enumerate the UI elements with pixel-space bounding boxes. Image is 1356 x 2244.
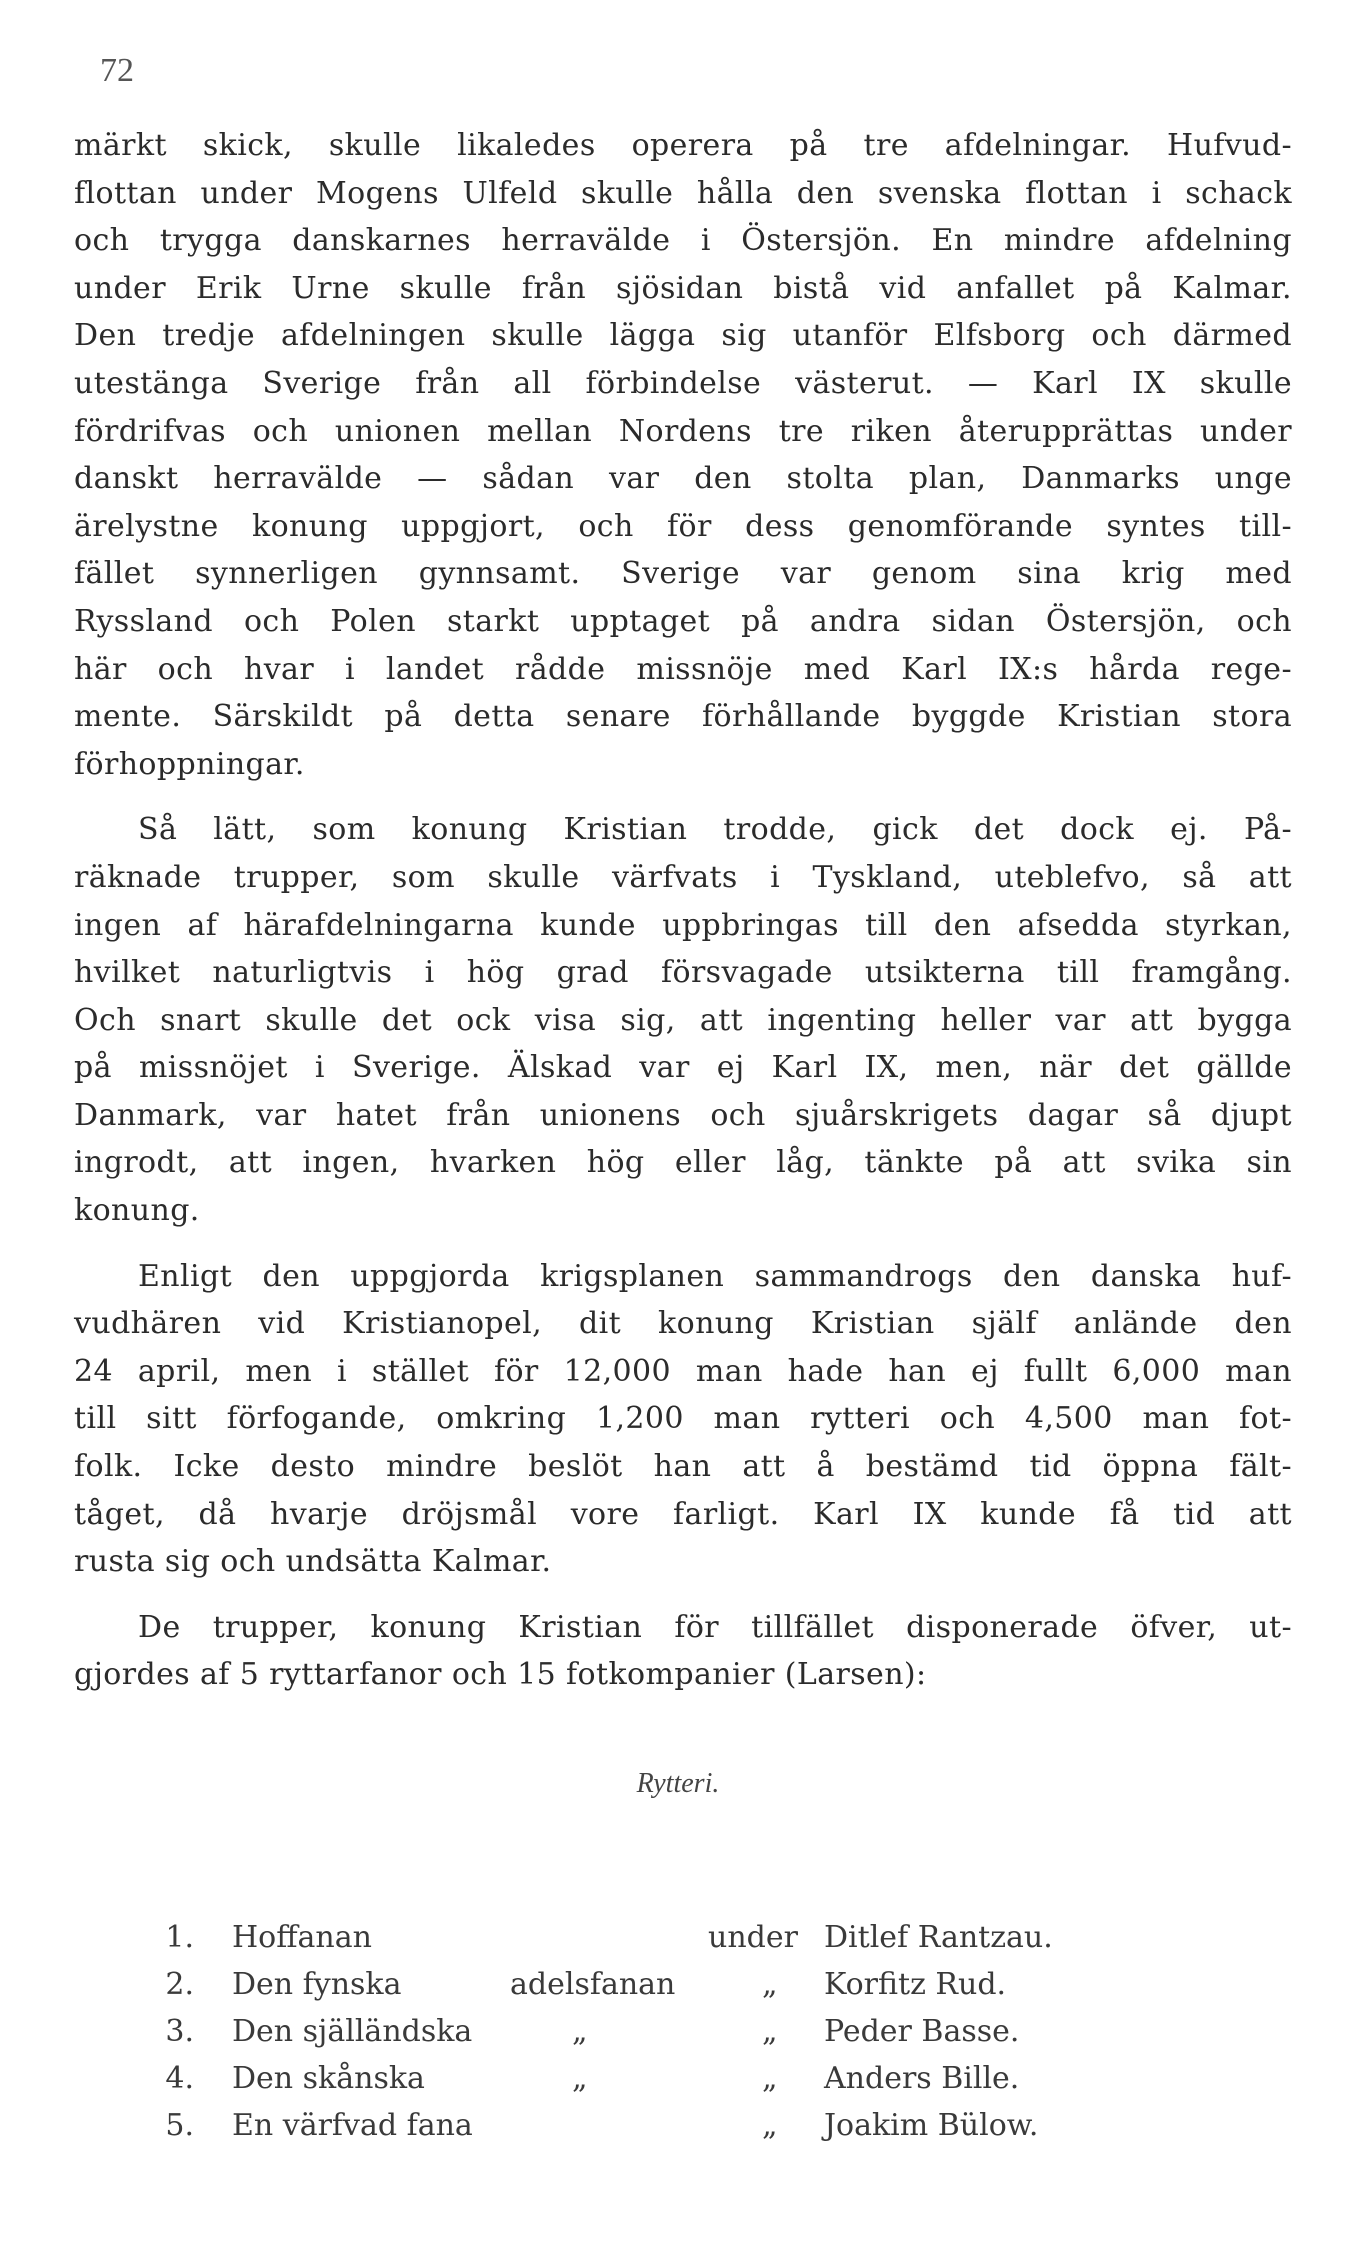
item-number: 4. <box>165 2061 194 2096</box>
text-line: Så lätt, som konung Kristian trodde, gick det dock ej. På- <box>138 812 1292 848</box>
text-line: Danmark, var hatet från unionens och sjuårskrigets dagar så djupt <box>74 1097 1292 1133</box>
section-heading-rytteri: Rytteri. <box>636 1768 720 1799</box>
ditto-mark: „ <box>762 2014 778 2049</box>
list-item <box>160 1914 1120 1961</box>
unit-kind: adelsfanan <box>510 1967 676 2002</box>
unit-name: Den skånska <box>232 2061 425 2096</box>
ditto-mark: „ <box>762 2061 778 2096</box>
commander-name: Ditlef Rantzau. <box>824 1920 1053 1955</box>
item-number: 2. <box>165 1967 194 2002</box>
text-line: ingen af härafdelningarna kunde uppbringas till den afsedda styrkan, <box>74 907 1292 943</box>
ditto-mark: „ <box>572 2061 588 2096</box>
text-line: till sitt förfogande, omkring 1,200 man rytteri och 4,500 man fot- <box>74 1401 1292 1437</box>
commander-name: Peder Basse. <box>824 2014 1020 2049</box>
body-text <box>74 122 1292 1699</box>
item-number: 5. <box>165 2108 194 2143</box>
paragraph-1 <box>74 122 1292 788</box>
text-line: utestänga Sverige från all förbindelse västerut. — Karl IX skulle <box>74 365 1292 401</box>
text-line: danskt herravälde — sådan var den stolta plan, Danmarks unge <box>74 461 1292 497</box>
text-line: märkt skick, skulle likaledes operera på tre afdelningar. Hufvud- <box>74 128 1292 163</box>
text-line: vudhären vid Kristianopel, dit konung Kristian själf anlände den <box>74 1306 1292 1342</box>
text-line: hvilket naturligtvis i hög grad försvagade utsikterna till framgång. <box>74 955 1292 991</box>
commander-name: Anders Bille. <box>824 2061 1020 2096</box>
list-item <box>160 1961 1120 2008</box>
item-number: 1. <box>165 1920 194 1955</box>
paragraph-3 <box>74 1253 1292 1586</box>
text-line: och trygga danskarnes herravälde i Östersjön. En mindre afdelning <box>74 223 1292 259</box>
text-line: folk. Icke desto mindre beslöt han att å bestämd tid öppna fält- <box>74 1449 1292 1485</box>
paragraph-2 <box>74 806 1292 1234</box>
ditto-mark: „ <box>762 2108 778 2143</box>
paragraph-4 <box>74 1604 1292 1699</box>
text-line: rusta sig och undsätta Kalmar. <box>74 1544 552 1580</box>
text-line: här och hvar i landet rådde missnöje med Karl IX:s hårda rege- <box>74 651 1292 687</box>
text-line: 24 april, men i stället för 12,000 man hade han ej fullt 6,000 man <box>74 1353 1292 1389</box>
commander-name: Korfitz Rud. <box>824 1967 1007 2002</box>
unit-name: En värfvad fana <box>232 2108 473 2143</box>
text-line: ärelystne konung uppgjort, och för dess genomförande syntes till- <box>74 508 1292 544</box>
text-line: Och snart skulle det ock visa sig, att ingenting heller var att bygga <box>74 1002 1292 1038</box>
list-item <box>160 2102 1120 2149</box>
unit-name: Den fynska <box>232 1967 402 2002</box>
list-item <box>160 2008 1120 2055</box>
text-line: Enligt den uppgjorda krigsplanen sammandrogs den danska huf- <box>138 1258 1292 1294</box>
under-label: under <box>708 1920 798 1955</box>
ditto-mark: „ <box>762 1967 778 2002</box>
text-line: räknade trupper, som skulle värfvats i Tyskland, uteblefvo, så att <box>74 859 1292 895</box>
text-line: förhoppningar. <box>74 746 305 782</box>
page-number: 72 <box>100 52 134 89</box>
cavalry-list <box>160 1914 1120 2149</box>
text-line: ingrodt, att ingen, hvarken hög eller låg, tänkte på att svika sin <box>74 1145 1292 1181</box>
text-line: mente. Särskildt på detta senare förhållande byggde Kristian stora <box>74 699 1292 735</box>
list-item <box>160 2055 1120 2102</box>
text-line: Ryssland och Polen starkt upptaget på andra sidan Östersjön, och <box>74 603 1292 639</box>
text-line: fördrifvas och unionen mellan Nordens tre riken återupprättas under <box>74 413 1292 449</box>
commander-name: Joakim Bülow. <box>824 2108 1039 2143</box>
text-line: under Erik Urne skulle från sjösidan bistå vid anfallet på Kalmar. <box>74 270 1292 306</box>
text-line: gjordes af 5 ryttarfanor och 15 fotkompanier (Larsen): <box>74 1657 927 1693</box>
text-line: tåget, då hvarje dröjsmål vore farligt. Karl IX kunde få tid att <box>74 1496 1292 1532</box>
text-line: flottan under Mogens Ulfeld skulle hålla den svenska flottan i schack <box>74 175 1292 211</box>
unit-name: Den själländska <box>232 2014 473 2049</box>
item-number: 3. <box>165 2014 194 2049</box>
text-line: konung. <box>74 1193 200 1229</box>
text-line: Den tredje afdelningen skulle lägga sig utanför Elfsborg och därmed <box>74 318 1292 354</box>
text-line: De trupper, konung Kristian för tillfället disponerade öfver, ut- <box>138 1609 1292 1645</box>
text-line: på missnöjet i Sverige. Älskad var ej Karl IX, men, när det gällde <box>74 1050 1292 1086</box>
ditto-mark: „ <box>572 2014 588 2049</box>
text-line: fället synnerligen gynnsamt. Sverige var genom sina krig med <box>74 556 1292 592</box>
unit-name: Hoffanan <box>232 1920 372 1955</box>
